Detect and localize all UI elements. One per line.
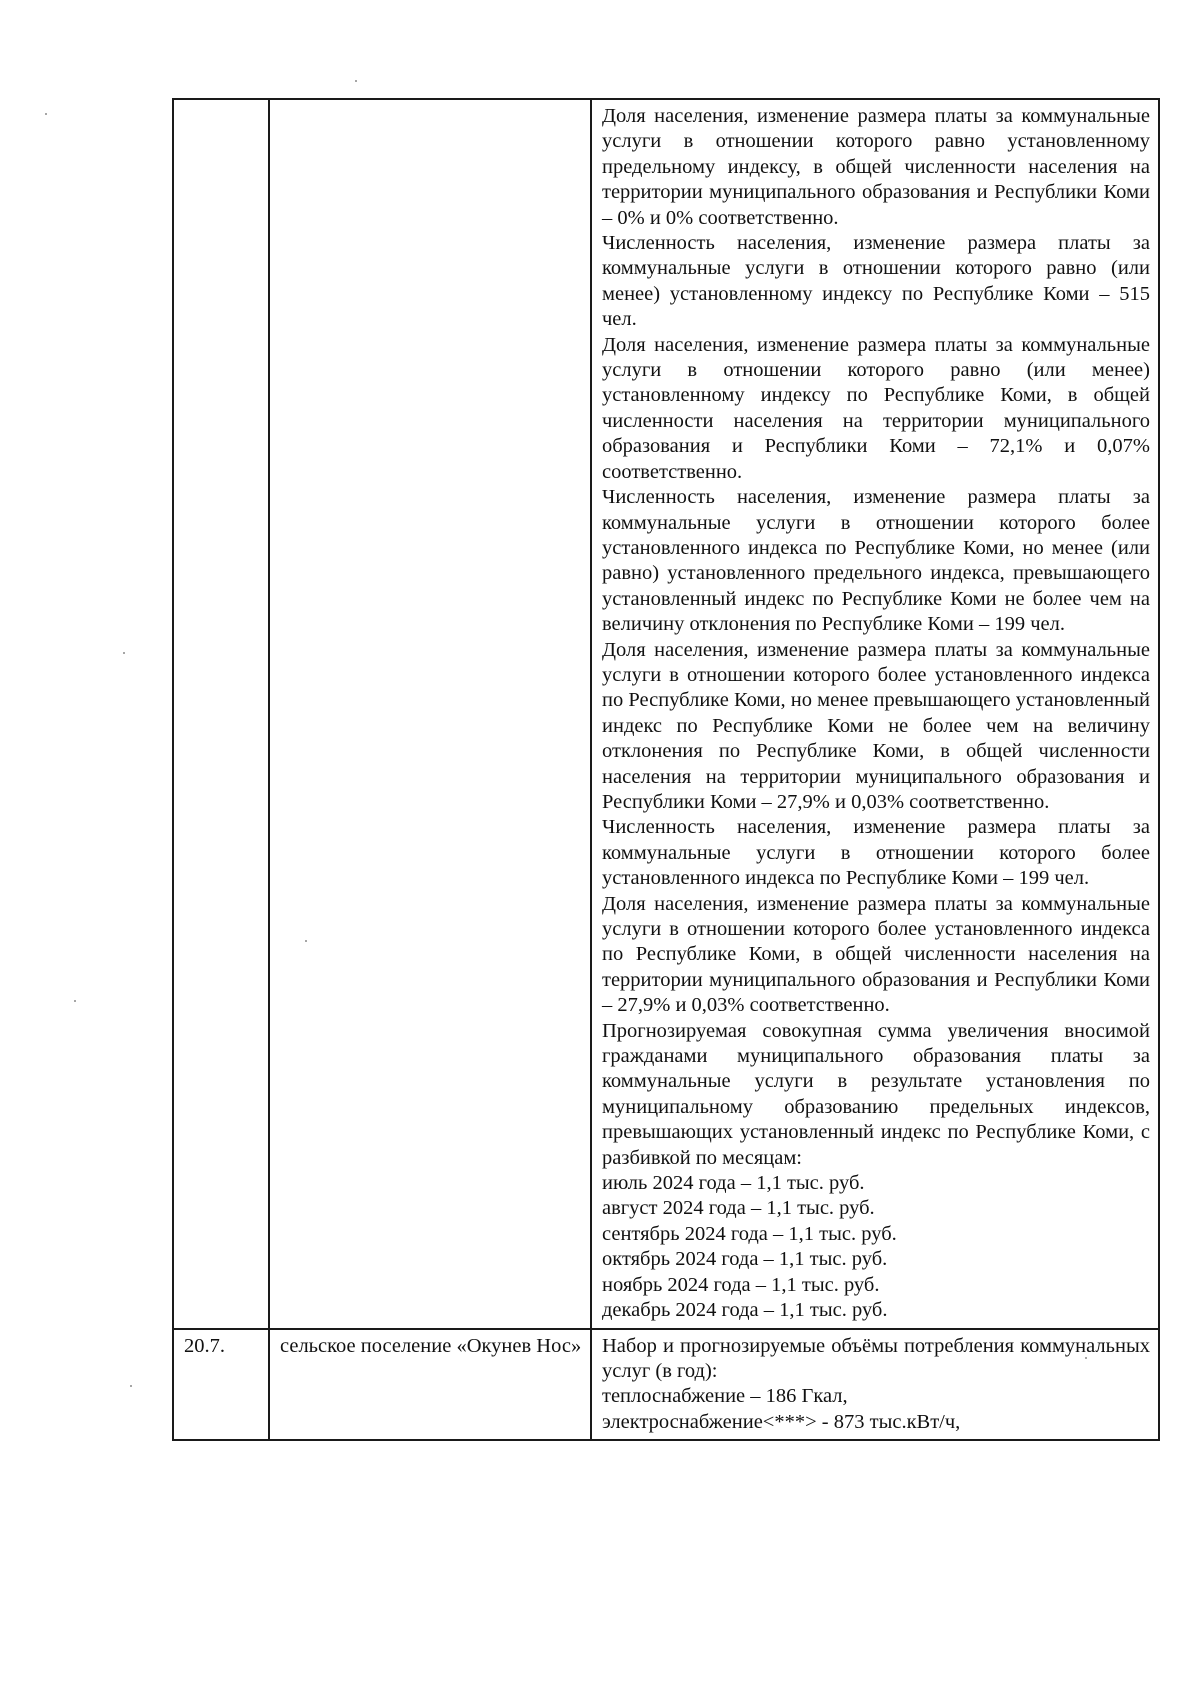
indicator-paragraph: Доля населения, изменение размера платы за коммунальные услуги в отношении которого более установленного индекса по Республике Коми, но менее превышающего установленный индекс по Республике Коми не более чем на величину отклонения по Республике Коми, в общей численности населения на территории муниципального образования и Республики Коми – 27,9% и 0,03% соответственно. xyxy=(602,638,1150,813)
monthly-increase-item: ноябрь 2024 года – 1,1 тыс. руб. xyxy=(602,1273,880,1296)
scan-speck xyxy=(74,1000,76,1002)
municipality-name: сельское поселение «Окунев Нос» xyxy=(280,1334,582,1357)
indicator-paragraph: Набор и прогнозируемые объёмы потребления коммунальных услуг (в год): xyxy=(602,1334,1150,1382)
indicator-paragraph: Прогнозируемая совокупная сумма увеличения вносимой гражданами муниципального образования платы за коммунальные услуги в результате установления по муниципальному образованию предельных индексов, превышающих установленный индекс по Республике Коми, с разбивкой по месяцам: xyxy=(602,1019,1150,1169)
indicator-paragraph: Доля населения, изменение размера платы за коммунальные услуги в отношении которого более установленного индекса по Республике Коми, в общей численности населения на территории муниципального образования и Республики Коми – 27,9% и 0,03% соответственно. xyxy=(602,892,1150,1017)
scan-speck xyxy=(123,652,125,654)
table-row xyxy=(173,99,1159,1329)
monthly-increase-item: август 2024 года – 1,1 тыс. руб. xyxy=(602,1197,875,1220)
indicators-description-cell xyxy=(591,1329,1159,1441)
indicator-paragraph: Доля населения, изменение размера платы за коммунальные услуги в отношении которого равно (или менее) установленному индексу по Республике Коми, в общей численности населения на территории муниципального образования и Республики Коми – 72,1% и 0,07% соответственно. xyxy=(602,333,1150,483)
scan-speck xyxy=(1085,1357,1087,1359)
indicator-paragraph: Численность населения, изменение размера платы за коммунальные услуги в отношении которого более установленного индекса по Республике Коми, но менее (или равно) установленного предельного индекса, превышающего установленный индекс по Республике Коми не более чем на величину отклонения по Республике Коми – 199 чел. xyxy=(602,486,1150,636)
monthly-increase-item: декабрь 2024 года – 1,1 тыс. руб. xyxy=(602,1299,888,1322)
row-number-cell xyxy=(173,99,269,1329)
consumption-item: электроснабжение<***> - 873 тыс.кВт/ч, xyxy=(602,1410,961,1433)
scan-speck xyxy=(355,80,357,82)
monthly-increase-item: сентябрь 2024 года – 1,1 тыс. руб. xyxy=(602,1222,897,1245)
municipality-name-cell xyxy=(269,1329,591,1441)
monthly-increase-item: октябрь 2024 года – 1,1 тыс. руб. xyxy=(602,1248,888,1271)
indicator-paragraph: Доля населения, изменение размера платы за коммунальные услуги в отношении которого равно установленному предельному индексу, в общей численности населения на территории муниципального образования и Республики Коми – 0% и 0% соответственно. xyxy=(602,105,1150,229)
indicator-paragraph: Численность населения, изменение размера платы за коммунальные услуги в отношении которого равно (или менее) установленному индексу по Республике Коми – 515 чел. xyxy=(602,232,1150,331)
indicator-paragraph: Численность населения, изменение размера платы за коммунальные услуги в отношении которого более установленного индекса по Республике Коми – 199 чел. xyxy=(602,816,1150,890)
scan-speck xyxy=(45,113,47,115)
row-number-cell: 20.7. xyxy=(173,1329,269,1441)
scan-speck xyxy=(130,1385,132,1387)
municipality-name-cell xyxy=(269,99,591,1329)
indicators-description-cell xyxy=(591,99,1159,1329)
table-row xyxy=(173,1329,1159,1441)
municipal-indices-table xyxy=(172,98,1160,1441)
consumption-item: теплоснабжение – 186 Гкал, xyxy=(602,1385,848,1408)
scan-speck xyxy=(305,940,307,942)
monthly-increase-item: июль 2024 года – 1,1 тыс. руб. xyxy=(602,1172,865,1195)
